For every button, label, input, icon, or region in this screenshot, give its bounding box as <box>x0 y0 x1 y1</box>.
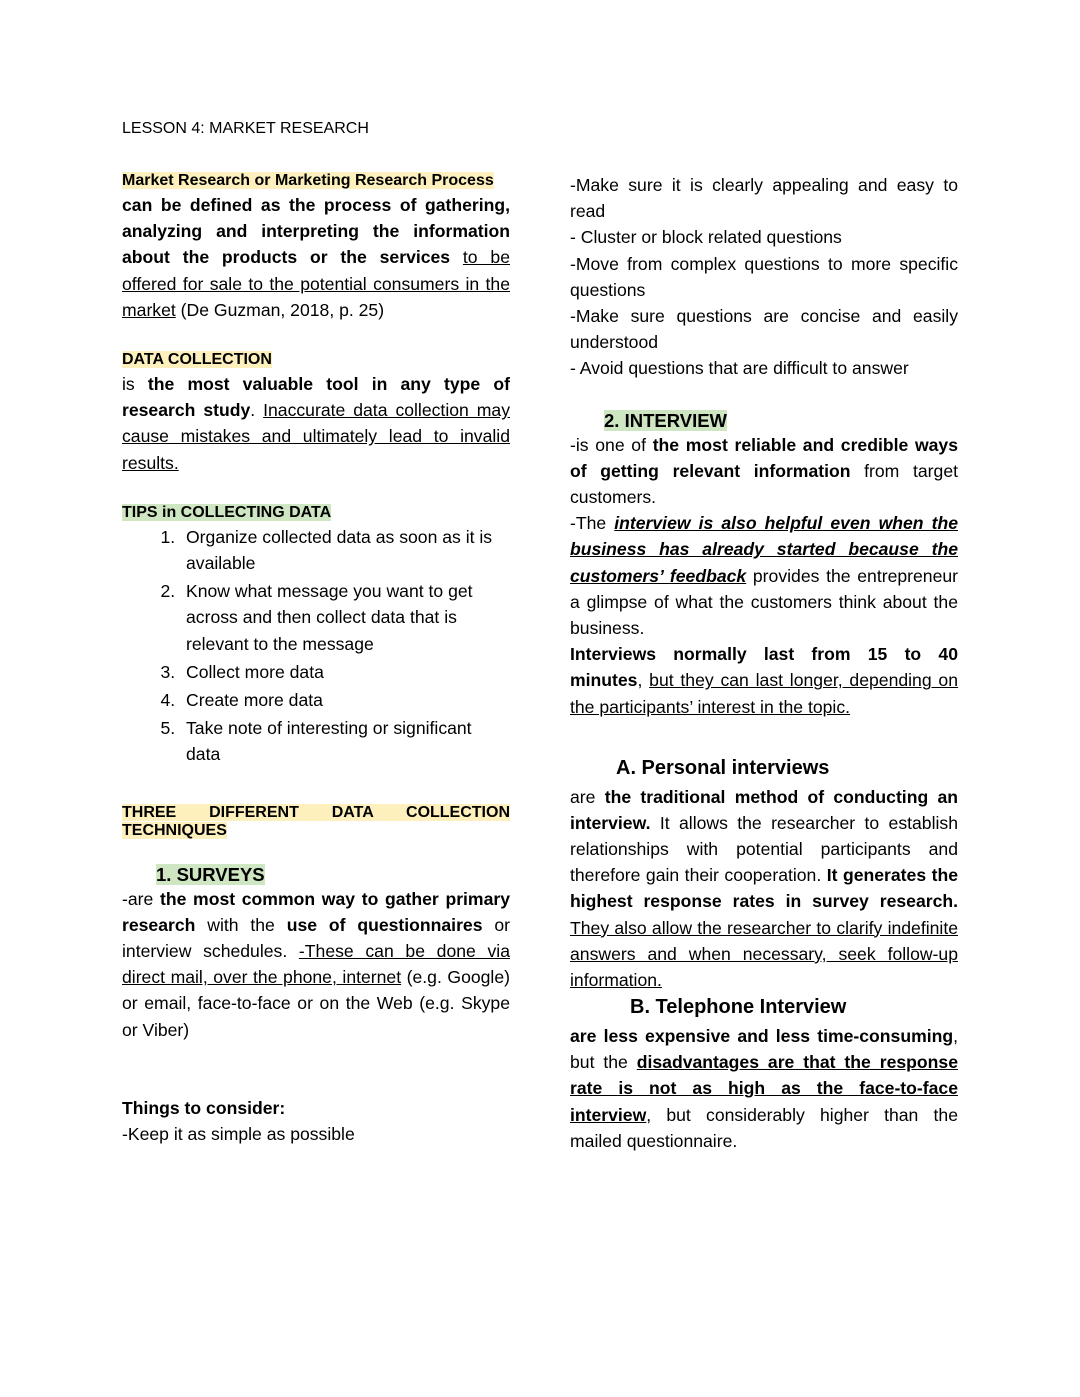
section-market-research-body <box>122 192 510 323</box>
text-2: , but considerably higher than the mailed questionnaire. <box>570 1104 958 1151</box>
list-item: 4. Create more data <box>180 687 510 713</box>
mid-text: . <box>250 400 264 421</box>
text-3: or interview schedules. <box>122 914 510 962</box>
things-to-consider-heading: Things to consider: <box>122 1097 286 1118</box>
two-column-layout <box>122 172 958 1154</box>
subsection-surveys-heading <box>122 864 510 886</box>
heading-text: Market Research or Marketing Research Process <box>122 172 494 189</box>
underline-1: They also allow the researcher to clarify indefinite answers and when necessary, seek follow-up information. <box>570 917 958 991</box>
heading-text: THREE DIFFERENT DATA COLLECTION TECHNIQUES <box>122 803 510 839</box>
list-item: 1. Organize collected data as soon as it is available <box>180 524 510 576</box>
text-2: with the <box>195 914 287 935</box>
text-5: , <box>637 670 650 691</box>
body-underline: to be offered for sale to the potential consumers in the market <box>122 247 510 320</box>
page-title: LESSON 4: MARKET RESEARCH <box>122 120 369 137</box>
survey-tip-line: -Make sure it is clearly appealing and easy to read <box>570 175 958 222</box>
lead-text: is <box>122 374 148 395</box>
bold-1: are less expensive and less time-consuming <box>570 1026 954 1047</box>
telephone-interview-body <box>570 1023 958 1154</box>
heading-text: 2. INTERVIEW <box>604 409 728 431</box>
bold-italic-underline: interview is also helpful even when the business has already started because the customers’ feedback <box>570 513 958 586</box>
subsection-telephone-interview-heading: B. Telephone Interview <box>630 996 847 1019</box>
bold-text: the most valuable tool in any type of research study <box>122 374 510 421</box>
text-2: from target customers. <box>570 460 958 508</box>
bold-2: use of questionnaires <box>286 914 483 935</box>
text-1: are <box>570 786 605 807</box>
bold-1: the most reliable and credible ways of getting relevant information <box>570 434 958 481</box>
survey-tip-line: -Move from complex questions to more specific questions <box>570 253 958 300</box>
right-column <box>570 172 958 1154</box>
section-data-collection-heading <box>122 351 510 369</box>
bold-1: the traditional method of conducting an interview. <box>570 786 958 833</box>
text-2: It allows the researcher to establish relationships with potential participants and therefore gain their cooperation. <box>570 812 958 886</box>
spacer <box>570 720 958 754</box>
list-item: 3. Collect more data <box>180 659 510 685</box>
heading-text: DATA COLLECTION <box>122 351 272 369</box>
text-3: -The <box>570 513 615 534</box>
interview-body-2 <box>570 510 958 641</box>
subsection-surveys-body <box>122 886 510 1043</box>
body-tail: (De Guzman, 2018, p. 25) <box>175 299 385 320</box>
list-item: 5. Take note of interesting or significant data <box>180 715 510 767</box>
text-1: -is one of <box>570 434 653 455</box>
bold-2: Interviews normally last from 15 to 40 minutes <box>570 644 958 691</box>
list-item: 2. Know what message you want to get across and then collect data that is relevant to the message <box>180 578 510 657</box>
spacer <box>122 323 510 351</box>
bold-underline-1: disadvantages are that the response rate is not as high as the face-to-face interview <box>570 1052 958 1125</box>
tips-list <box>122 524 510 768</box>
bold-1: the most common way to gather primary research <box>122 888 510 935</box>
subsection-interview-heading <box>570 410 958 432</box>
section-data-collection-body <box>122 371 510 476</box>
text-4: (e.g. Google) or email, face-to-face or on the Web (e.g. Skype or Viber) <box>122 967 510 1040</box>
text-1: , but the <box>570 1026 958 1073</box>
personal-interviews-body <box>570 784 958 994</box>
interview-body-3 <box>570 641 958 720</box>
things-to-consider-item: -Keep it as simple as possible <box>122 1124 355 1145</box>
text-1: -are <box>122 888 160 909</box>
interview-body-1 <box>570 432 958 511</box>
spacer <box>122 476 510 504</box>
spacer <box>122 1077 510 1095</box>
section-techniques-heading <box>122 804 510 840</box>
underline-1: -These can be done via direct mail, over the phone, internet <box>122 941 510 988</box>
subsection-personal-interviews-heading: A. Personal interviews <box>616 756 830 779</box>
section-market-research-heading <box>122 172 510 190</box>
survey-tip-line: - Cluster or block related questions <box>570 227 842 248</box>
bold-2: It generates the highest response rates in survey research. <box>570 865 958 912</box>
underline-text: Inaccurate data collection may cause mistakes and ultimately lead to invalid results. <box>122 400 510 473</box>
heading-text: 1. SURVEYS <box>156 863 265 885</box>
left-column <box>122 172 510 1147</box>
spacer <box>122 1043 510 1077</box>
spacer <box>122 770 510 804</box>
survey-tip-line: - Avoid questions that are difficult to answer <box>570 358 909 379</box>
text-4: provides the entrepreneur a glimpse of what the customers think about the business. <box>570 565 958 639</box>
heading-text: TIPS in COLLECTING DATA <box>122 503 332 521</box>
spacer <box>570 382 958 410</box>
underline-1: but they can last longer, depending on the participants’ interest in the topic. <box>570 670 958 717</box>
survey-tip-line: -Make sure questions are concise and easily understood <box>570 306 958 353</box>
section-tips-heading <box>122 504 510 522</box>
body-bold: can be defined as the process of gathering, analyzing and interpreting the information about the products or the services <box>122 195 510 268</box>
spacer <box>122 842 510 864</box>
